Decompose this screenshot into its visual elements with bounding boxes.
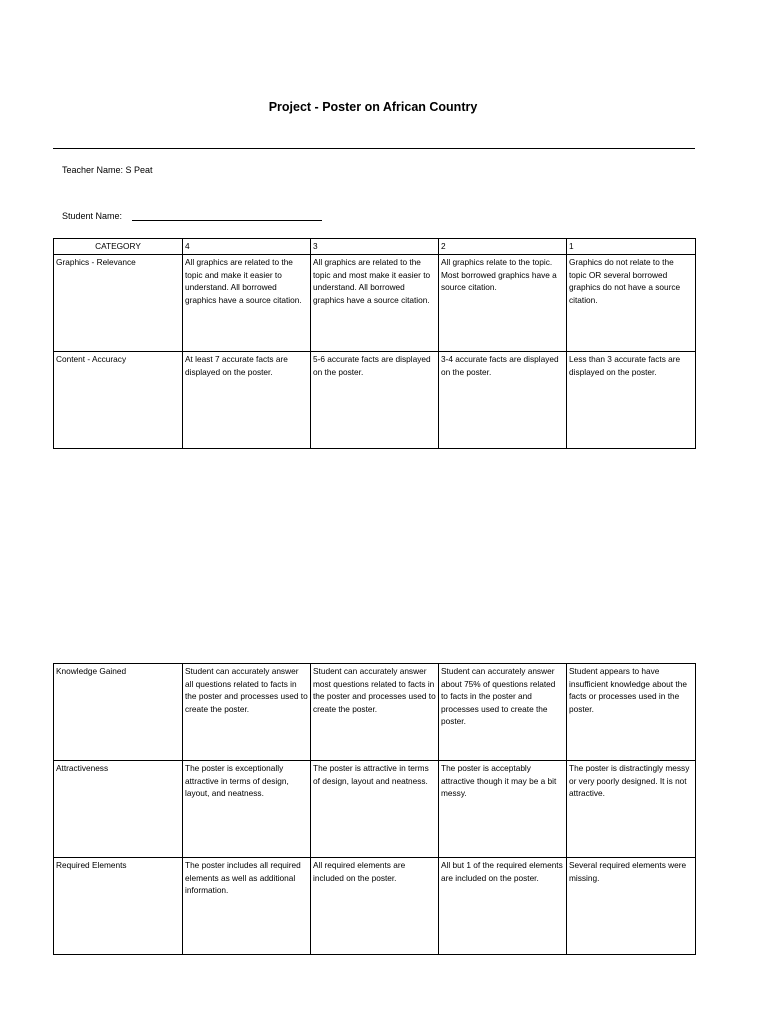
criteria-cell-4: All graphics are related to the topic and make it easier to understand. All borrowed graphics have a source citation. [183, 255, 311, 352]
criteria-cell-2: 3-4 accurate facts are displayed on the poster. [439, 352, 567, 449]
criteria-cell-2: All but 1 of the required elements are included on the poster. [439, 858, 567, 955]
criteria-cell-3: Student can accurately answer most questions related to facts in the poster and processes used to create the poster. [311, 664, 439, 761]
criteria-cell-3: All required elements are included on the poster. [311, 858, 439, 955]
header-score-4: 4 [183, 239, 311, 255]
criteria-cell-4: The poster is exceptionally attractive in terms of design, layout, and neatness. [183, 761, 311, 858]
rubric-row-content-accuracy [54, 352, 696, 449]
criteria-cell-1: The poster is distractingly messy or very poorly designed. It is not attractive. [567, 761, 696, 858]
criteria-cell-1: Less than 3 accurate facts are displayed on the poster. [567, 352, 696, 449]
student-name-row [62, 211, 322, 221]
rubric-row-graphics-relevance [54, 255, 696, 352]
category-cell: Knowledge Gained [54, 664, 183, 761]
criteria-cell-1: Several required elements were missing. [567, 858, 696, 955]
rubric-row-required-elements [54, 858, 696, 955]
criteria-cell-4: Student can accurately answer all questions related to facts in the poster and processes used to create the poster. [183, 664, 311, 761]
criteria-cell-2: Student can accurately answer about 75% of questions related to facts in the poster and processes used to create the poster. [439, 664, 567, 761]
criteria-cell-3: The poster is attractive in terms of design, layout and neatness. [311, 761, 439, 858]
criteria-cell-3: All graphics are related to the topic and most make it easier to understand. All borrowed graphics have a source citation. [311, 255, 439, 352]
criteria-cell-4: At least 7 accurate facts are displayed on the poster. [183, 352, 311, 449]
header-score-3: 3 [311, 239, 439, 255]
criteria-cell-2: All graphics relate to the topic. Most borrowed graphics have a source citation. [439, 255, 567, 352]
student-name-blank [132, 212, 322, 221]
title-divider [53, 148, 695, 149]
category-cell: Attractiveness [54, 761, 183, 858]
category-cell: Content - Accuracy [54, 352, 183, 449]
page-title: Project - Poster on African Country [268, 100, 478, 114]
criteria-cell-2: The poster is acceptably attractive though it may be a bit messy. [439, 761, 567, 858]
rubric-row-attractiveness [54, 761, 696, 858]
criteria-cell-1: Student appears to have insufficient knowledge about the facts or processes used in the poster. [567, 664, 696, 761]
student-name-label: Student Name: [62, 211, 123, 221]
header-category: CATEGORY [54, 239, 183, 255]
criteria-cell-3: 5-6 accurate facts are displayed on the poster. [311, 352, 439, 449]
header-row [54, 239, 696, 255]
rubric-row-knowledge-gained [54, 664, 696, 761]
category-cell: Graphics - Relevance [54, 255, 183, 352]
criteria-cell-1: Graphics do not relate to the topic OR several borrowed graphics do not have a source citation. [567, 255, 696, 352]
rubric-table-top [53, 238, 696, 449]
criteria-cell-4: The poster includes all required elements as well as additional information. [183, 858, 311, 955]
header-score-2: 2 [439, 239, 567, 255]
header-score-1: 1 [567, 239, 696, 255]
rubric-table-bottom [53, 663, 696, 955]
teacher-name: Teacher Name: S Peat [62, 165, 153, 175]
category-cell: Required Elements [54, 858, 183, 955]
